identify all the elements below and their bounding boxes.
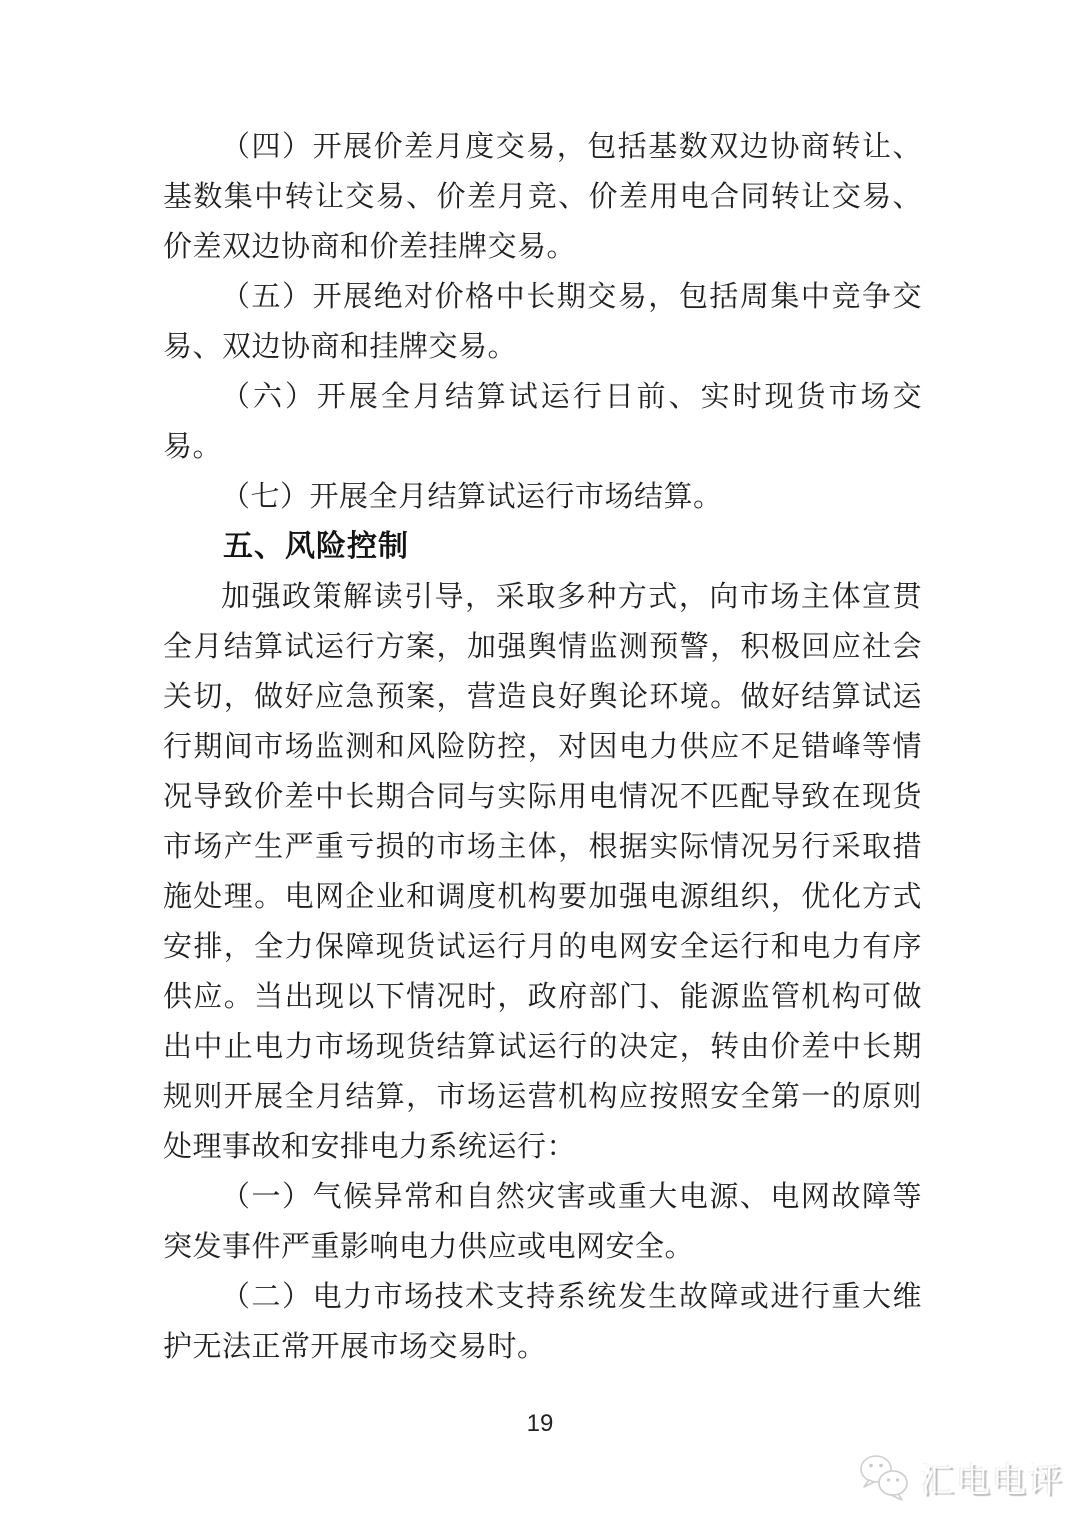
paragraph-condition-2: （二）电力市场技术支持系统发生故障或进行重大维护无法正常开展市场交易时。 [163, 1281, 922, 1363]
paragraph-risk-control-body: 加强政策解读引导，采取多种方式，向市场主体宣贯全月结算试运行方案，加强舆情监测预警，积极回应社会关切，做好应急预案，营造良好舆论环境。做好结算试运行期间市场监测和风险防控，对因电力供应不足错峰等情况导致价差中长期合同与实际用电情况不匹配导致在现货市场产生严重亏损的市场主体，根据实际情况另行采取措施处理。电网企业和调度机构要加强电源组织，优化方式安排，全力保障现货试运行月的电网安全运行和电力有序供应。当出现以下情况时，政府部门、能源监管机构可做出中止电力市场现货结算试运行的决定，转由价差中长期规则开展全月结算，市场运营机构应按照安全第一的原则处理事故和安排电力系统运行： [163, 581, 922, 1163]
paragraph-item-6: （六）开展全月结算试运行日前、实时现货市场交易。 [163, 381, 922, 463]
paragraph-item-7: （七）开展全月结算试运行市场结算。 [221, 481, 723, 513]
paragraph-item-5: （五）开展绝对价格中长期交易，包括周集中竞争交易、双边协商和挂牌交易。 [163, 281, 922, 363]
paragraph-item-4: （四）开展价差月度交易，包括基数双边协商转让、基数集中转让交易、价差月竞、价差用电合同转让交易、价差双边协商和价差挂牌交易。 [163, 131, 922, 263]
wechat-icon [858, 1452, 912, 1502]
paragraph-condition-1: （一）气候异常和自然灾害或重大电源、电网故障等突发事件严重影响电力供应或电网安全。 [163, 1181, 922, 1263]
page-number: 19 [526, 1410, 554, 1437]
watermark [858, 1452, 1064, 1502]
document-body [163, 122, 922, 1372]
section-heading-risk-control: 五、风险控制 [223, 530, 409, 563]
watermark-text: 汇电电评 [920, 1461, 1064, 1500]
